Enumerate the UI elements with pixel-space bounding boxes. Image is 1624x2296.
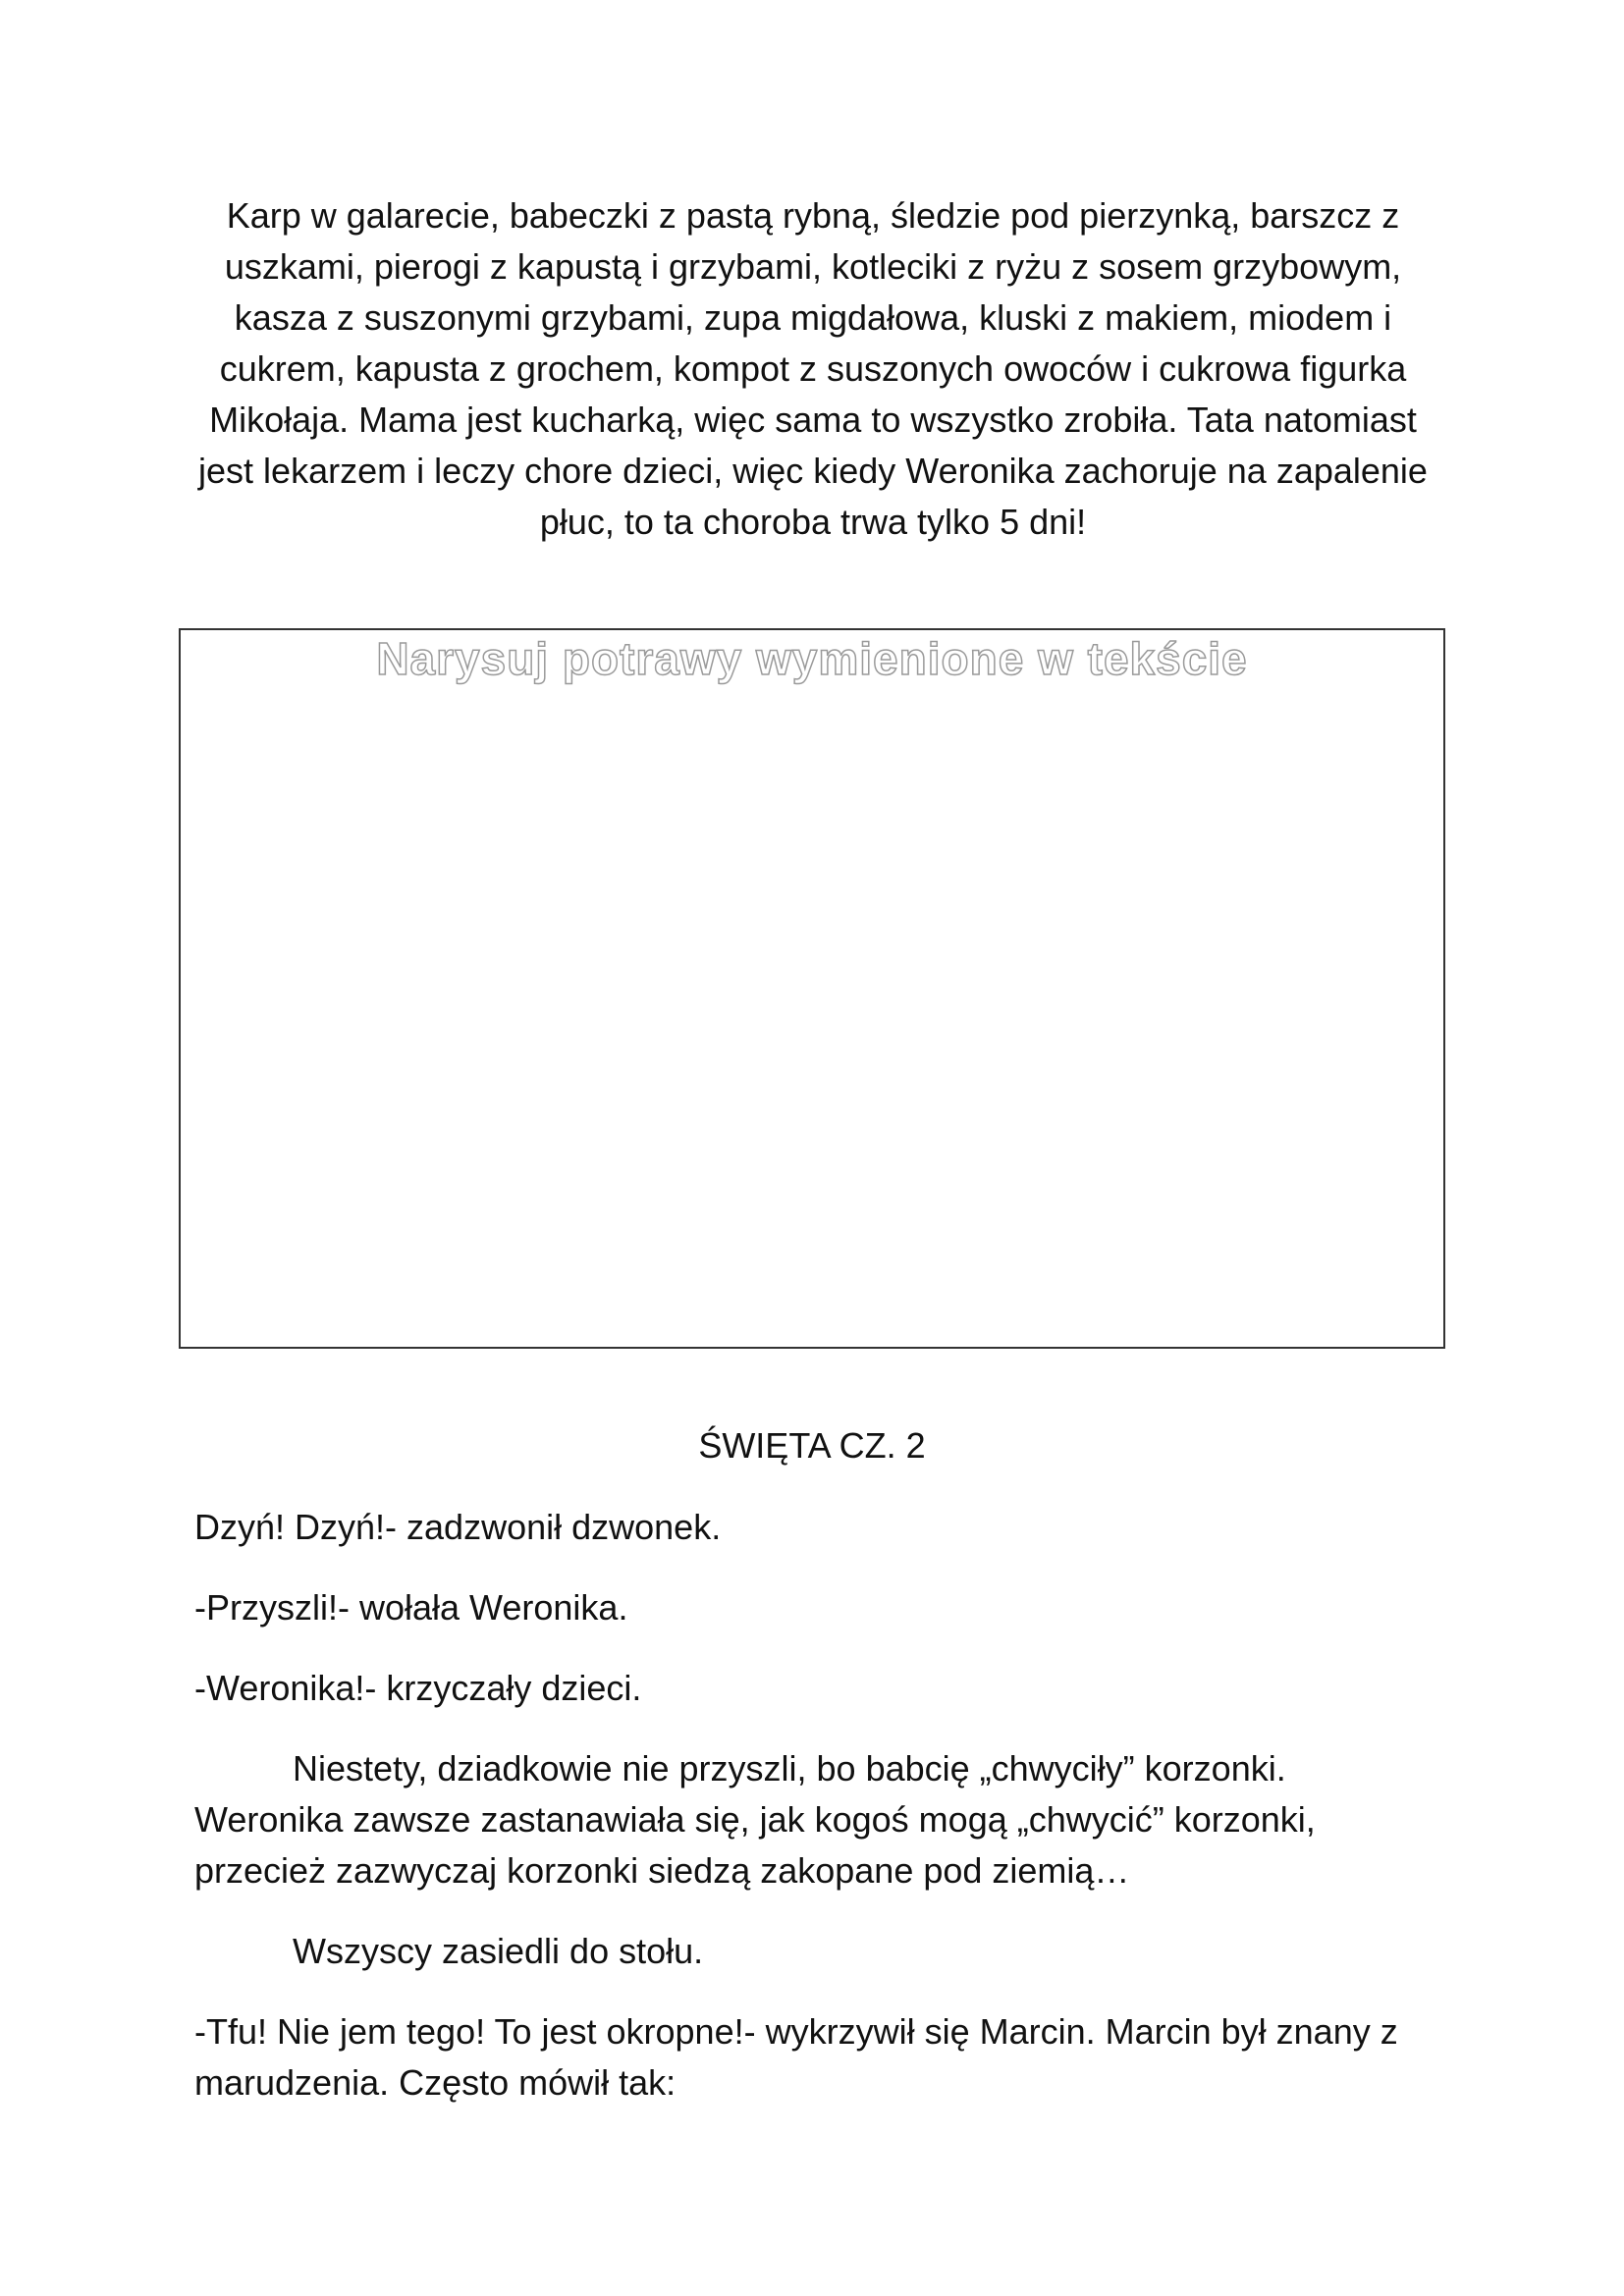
story-paragraph-grandparents: Niestety, dziadkowie nie przyszli, bo babcię „chwyciły” korzonki. Weronika zawsze zastanawiała się, jak kogoś mogą „chwycić” korzonki, przecież zazwyczaj korzonki siedzą zakopane pod ziemią… (194, 1748, 1316, 1891)
story-line-children: -Weronika!- krzyczały dzieci. (194, 1668, 642, 1708)
intro-paragraph: Karp w galarecie, babeczki z pastą rybną, śledzie pod pierzynką, barszcz z uszkami, pierogi z kapustą i grzybami, kotleciki z ryżu z sosem grzybowym, kasza z suszonymi grzybami, zupa migdałowa, kluski z makiem, miodem i cukrem, kapusta z grochem, kompot z suszonych owoców i cukrowa figurka Mikołaja. Mama jest kucharką, więc sama to wszystko zrobiła. Tata natomiast jest lekarzem i leczy chore dzieci, więc kiedy Weronika zachoruje na zapalenie płuc, to ta choroba trwa tylko 5 dni! (198, 195, 1428, 542)
story-paragraph-marcin: -Tfu! Nie jem tego! To jest okropne!- wykrzywił się Marcin. Marcin był znany z marudzenia. Często mówił tak: (194, 2011, 1398, 2103)
story-paragraph-table: Wszyscy zasiedli do stołu. (293, 1931, 704, 1971)
story-line-arrived: -Przyszli!- wołała Weronika. (194, 1587, 628, 1628)
story-line-doorbell: Dzyń! Dzyń!- zadzwonił dzwonek. (194, 1507, 722, 1547)
drawing-area[interactable] (179, 628, 1445, 1349)
drawing-prompt: Narysuj potrawy wymienione w tekście (376, 633, 1248, 684)
chapter-title: ŚWIĘTA CZ. 2 (698, 1425, 926, 1466)
